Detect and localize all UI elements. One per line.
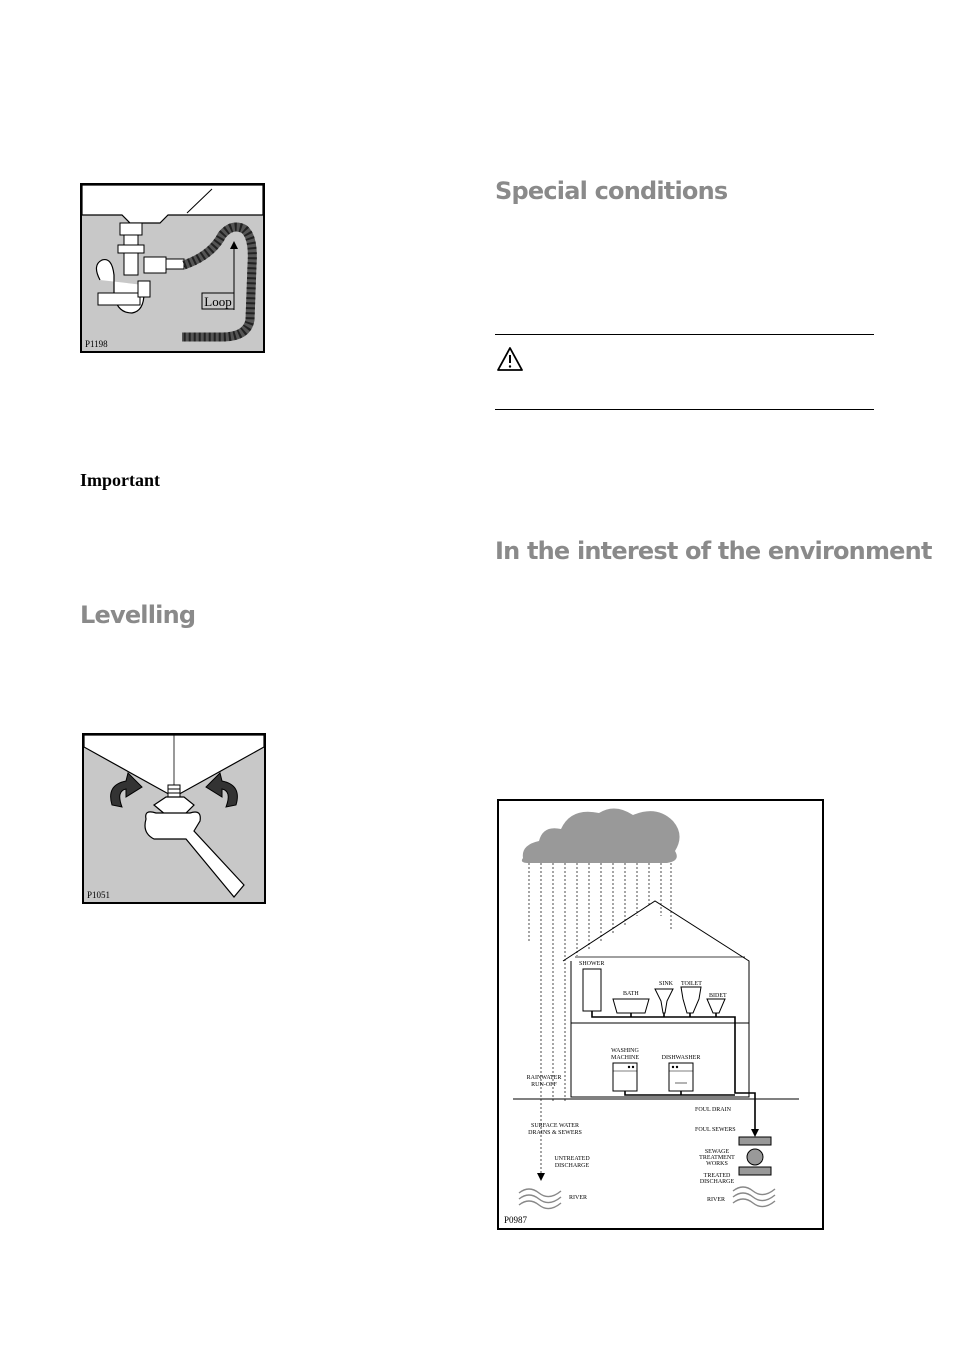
loop-label: Loop: [204, 294, 232, 309]
label-rainwater-1: RAINWATER: [526, 1075, 562, 1081]
label-sink: SINK: [659, 981, 674, 987]
label-foul-drain: FOUL DRAIN: [695, 1107, 731, 1113]
label-foul-sewers: FOUL SEWERS: [695, 1127, 736, 1133]
label-bidet: BIDET: [709, 993, 727, 999]
figure-code-environment: P0987: [504, 1215, 528, 1225]
label-untreated-1: UNTREATED: [554, 1156, 590, 1162]
label-treated-1: TREATED: [703, 1173, 731, 1179]
label-river-right: RIVER: [707, 1197, 725, 1203]
label-treated-2: DISCHARGE: [699, 1179, 735, 1185]
label-sewage-2: TREATMENT: [699, 1155, 735, 1161]
label-sewage-1: SEWAGE: [704, 1149, 730, 1155]
label-washing-machine-2: MACHINE: [611, 1055, 639, 1061]
label-river-left: RIVER: [569, 1195, 587, 1201]
environment-figure: [497, 799, 824, 1230]
important-heading: Important: [80, 470, 160, 490]
warning-top-rule: [495, 334, 874, 335]
levelling-figure: [82, 733, 266, 904]
label-untreated-2: DISCHARGE: [554, 1163, 590, 1169]
label-surface-water-2: DRAINS & SEWERS: [528, 1130, 582, 1136]
hose-loop-illustration: [82, 185, 263, 351]
label-shower: SHOWER: [579, 961, 605, 967]
levelling-illustration: [84, 735, 264, 902]
label-rainwater-2: RUN-OFF: [531, 1082, 557, 1088]
figure-code-hose: P1198: [85, 339, 108, 349]
hose-loop-figure: [80, 183, 265, 353]
levelling-heading: Levelling: [80, 601, 196, 629]
warning-bottom-rule: [495, 409, 874, 410]
label-bath: BATH: [623, 991, 639, 997]
label-toilet: TOILET: [681, 981, 702, 987]
environment-heading: In the interest of the environment: [495, 537, 932, 565]
label-surface-water-1: SURFACE WATER: [531, 1123, 579, 1129]
warning-icon: [496, 346, 524, 377]
label-dishwasher: DISHWASHER: [661, 1055, 701, 1061]
figure-code-levelling: P1051: [87, 890, 111, 900]
environment-diagram: [499, 801, 822, 1228]
special-conditions-heading: Special conditions: [495, 177, 728, 205]
label-sewage-3: WORKS: [706, 1161, 728, 1167]
label-washing-machine-1: WASHING: [611, 1048, 639, 1054]
